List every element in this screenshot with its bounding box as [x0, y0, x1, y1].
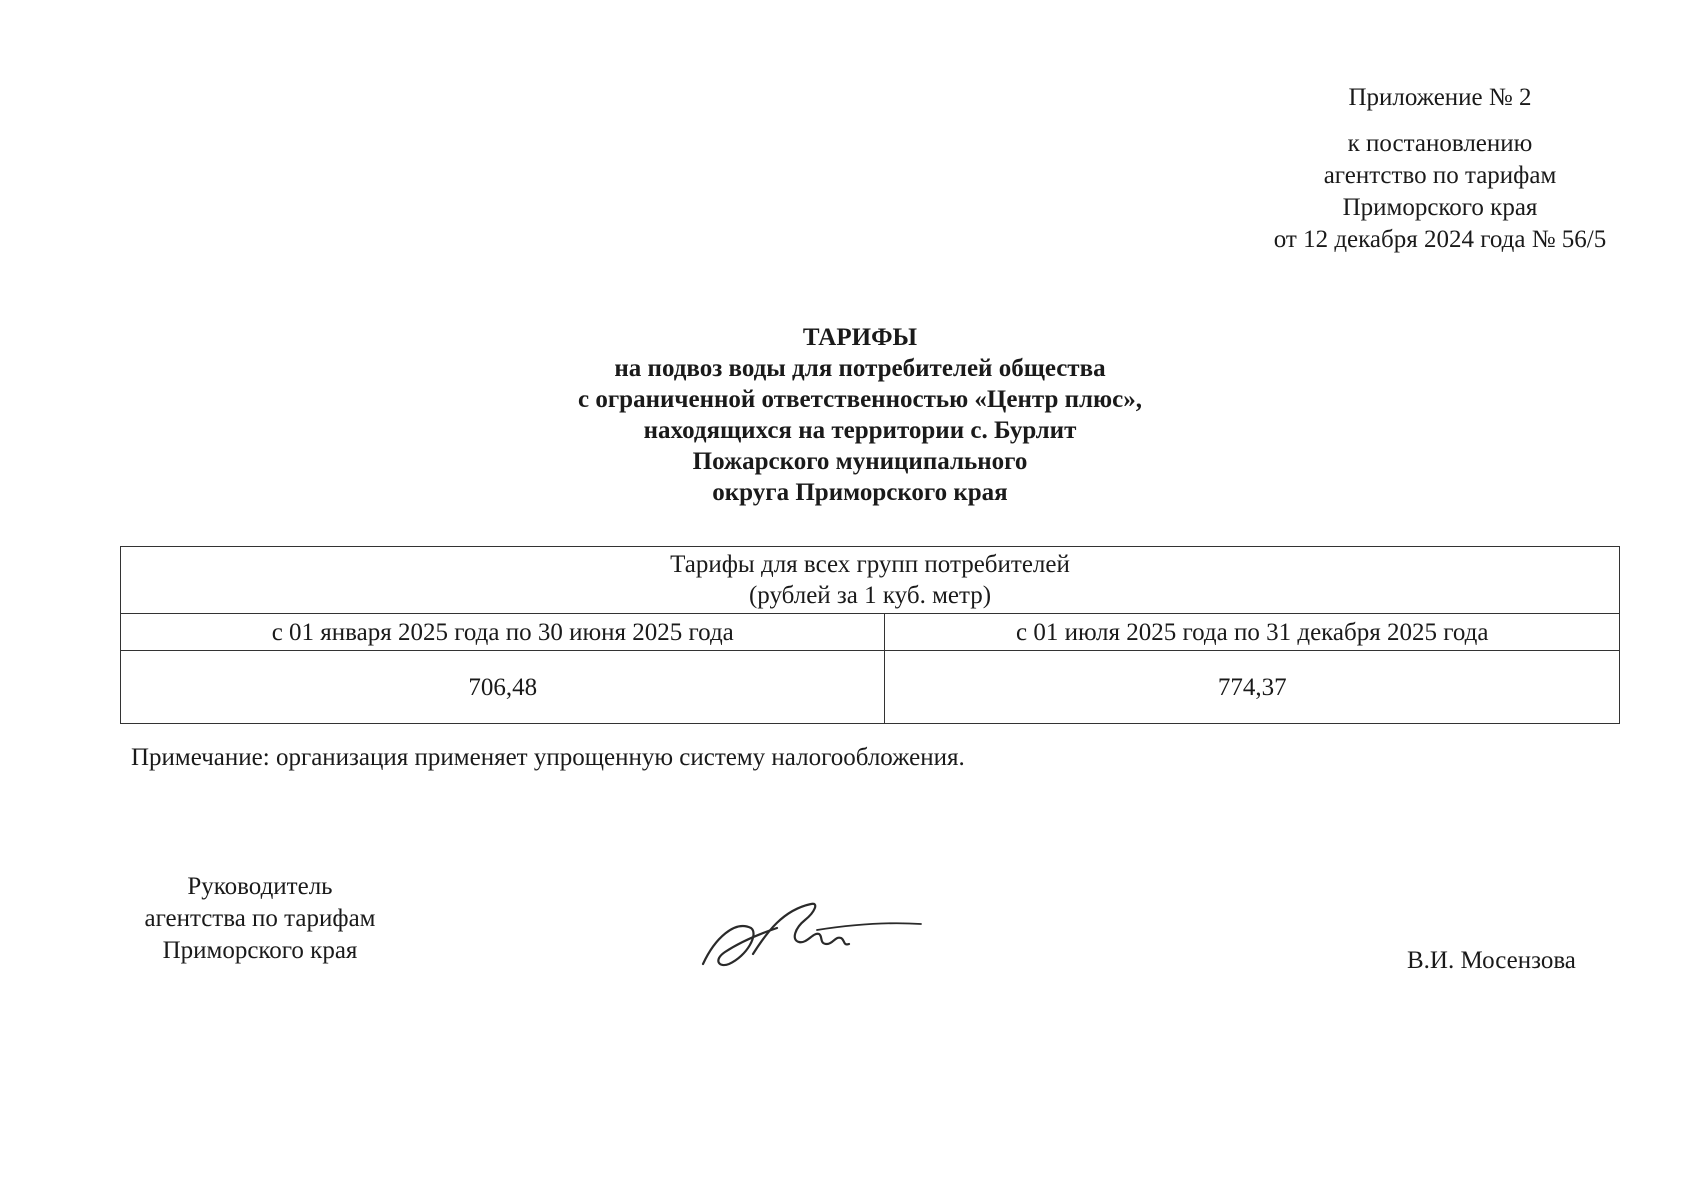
period-cell: с 01 июля 2025 года по 31 декабря 2025 года — [885, 614, 1620, 651]
table-header-cell — [121, 547, 1620, 614]
title-line: округа Приморского края — [712, 479, 1008, 506]
period-cell: с 01 января 2025 года по 30 июня 2025 года — [121, 614, 885, 651]
signatory-position — [120, 871, 400, 967]
handwritten-signature — [695, 898, 925, 974]
title-line: на подвоз воды для потребителей общества — [614, 355, 1106, 382]
signatory-name: В.И. Мосензова — [1407, 947, 1576, 974]
tariff-value-cell: 706,48 — [121, 651, 885, 724]
note-text: Примечание: организация применяет упрощенную систему налогообложения. — [131, 744, 965, 771]
table-row — [121, 651, 1620, 724]
title-line: находящихся на территории с. Бурлит — [643, 417, 1077, 444]
table-header-row — [121, 547, 1620, 614]
position-line: Руководитель — [187, 873, 333, 900]
position-line: агентства по тарифам — [144, 905, 376, 932]
appendix-line: Приморского края — [1342, 194, 1538, 221]
tariff-value-cell: 774,37 — [885, 651, 1620, 724]
tariff-table — [120, 546, 1620, 724]
document-title — [400, 322, 1320, 508]
table-row — [121, 614, 1620, 651]
appendix-line: агентство по тарифам — [1323, 162, 1557, 189]
appendix-number: Приложение № 2 — [1348, 84, 1532, 111]
appendix-line: от 12 декабря 2024 года № 56/5 — [1273, 226, 1607, 253]
appendix-block — [1180, 82, 1697, 256]
title-line: Пожарского муниципального — [692, 448, 1028, 475]
table-header-unit: (рублей за 1 куб. метр) — [748, 582, 992, 609]
title-line: с ограниченной ответственностью «Центр плюс», — [577, 386, 1142, 413]
appendix-line: к постановлению — [1347, 130, 1533, 157]
title-heading: ТАРИФЫ — [802, 324, 918, 351]
table-header-title: Тарифы для всех групп потребителей — [670, 551, 1070, 578]
position-line: Приморского края — [162, 937, 358, 964]
